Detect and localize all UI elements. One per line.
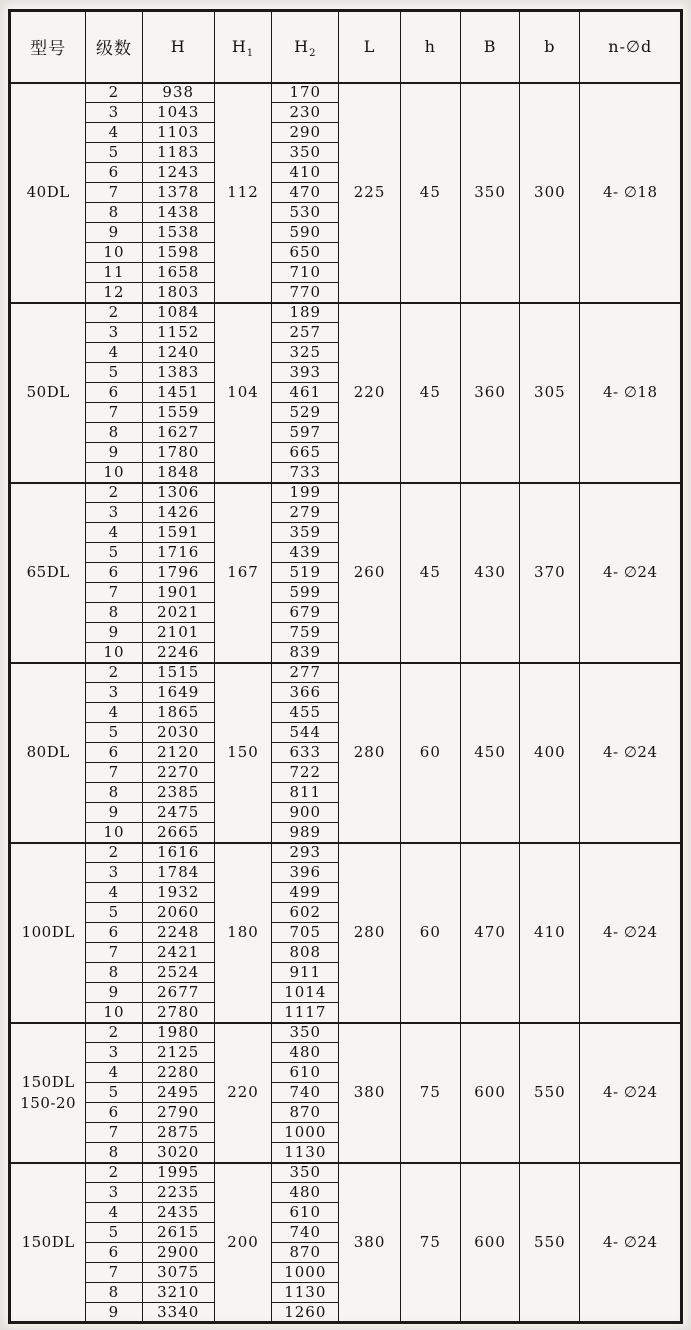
n-phi-d-cell: 4- ∅24: [580, 483, 682, 663]
h-value-cell: 1598: [142, 243, 214, 263]
l-value-cell: 380: [339, 1023, 400, 1163]
h2-value-cell: 911: [272, 963, 339, 983]
stage-cell: 5: [86, 1223, 142, 1243]
n-phi-d-cell: 4- ∅24: [580, 1163, 682, 1323]
stage-cell: 3: [86, 503, 142, 523]
h2-value-cell: 740: [272, 1223, 339, 1243]
h2-value-cell: 1130: [272, 1143, 339, 1163]
b-upper-value-cell: 430: [460, 483, 519, 663]
h-value-cell: 1591: [142, 523, 214, 543]
model-cell: 150DL 150-20: [10, 1023, 86, 1163]
h2-value-cell: 722: [272, 763, 339, 783]
h2-value-cell: 989: [272, 823, 339, 843]
b-upper-value-cell: 600: [460, 1023, 519, 1163]
pump-dimension-table: [8, 9, 683, 1324]
model-cell: 80DL: [10, 663, 86, 843]
stage-cell: 10: [86, 823, 142, 843]
h-value-cell: 2125: [142, 1043, 214, 1063]
n-phi-d-cell: 4- ∅18: [580, 303, 682, 483]
h-value-cell: 1084: [142, 303, 214, 323]
stage-cell: 2: [86, 303, 142, 323]
column-header-nd: n-∅d: [580, 11, 682, 83]
stage-cell: 3: [86, 103, 142, 123]
stage-cell: 9: [86, 223, 142, 243]
h-small-value-cell: 60: [400, 843, 460, 1023]
h-value-cell: 1103: [142, 123, 214, 143]
h-value-cell: 1995: [142, 1163, 214, 1183]
stage-cell: 10: [86, 463, 142, 483]
stage-cell: 4: [86, 1063, 142, 1083]
stage-cell: 10: [86, 1003, 142, 1023]
b-lower-value-cell: 410: [520, 843, 580, 1023]
h-value-cell: 3340: [142, 1303, 214, 1323]
stage-cell: 3: [86, 1043, 142, 1063]
b-lower-value-cell: 300: [520, 83, 580, 303]
h-small-value-cell: 45: [400, 83, 460, 303]
h2-value-cell: 1260: [272, 1303, 339, 1323]
h-value-cell: 3020: [142, 1143, 214, 1163]
h2-value-cell: 679: [272, 603, 339, 623]
stage-cell: 12: [86, 283, 142, 303]
h-value-cell: 2246: [142, 643, 214, 663]
h2-value-cell: 1000: [272, 1123, 339, 1143]
h1-value-cell: 112: [214, 83, 271, 303]
h2-value-cell: 396: [272, 863, 339, 883]
column-header-B: B: [460, 11, 519, 83]
stage-cell: 2: [86, 483, 142, 503]
h2-value-cell: 665: [272, 443, 339, 463]
stage-cell: 6: [86, 743, 142, 763]
stage-cell: 5: [86, 903, 142, 923]
model-cell: 65DL: [10, 483, 86, 663]
table-row: [10, 843, 682, 863]
h1-value-cell: 220: [214, 1023, 271, 1163]
h-value-cell: 2677: [142, 983, 214, 1003]
column-header-h: h: [400, 11, 460, 83]
stage-cell: 8: [86, 603, 142, 623]
h2-value-cell: 610: [272, 1063, 339, 1083]
stage-cell: 2: [86, 1023, 142, 1043]
h2-value-cell: 650: [272, 243, 339, 263]
h-value-cell: 1426: [142, 503, 214, 523]
stage-cell: 6: [86, 163, 142, 183]
h-value-cell: 1784: [142, 863, 214, 883]
stage-cell: 11: [86, 263, 142, 283]
h2-value-cell: 1000: [272, 1263, 339, 1283]
h2-value-cell: 455: [272, 703, 339, 723]
b-upper-value-cell: 360: [460, 303, 519, 483]
h2-value-cell: 770: [272, 283, 339, 303]
h2-value-cell: 1014: [272, 983, 339, 1003]
h2-value-cell: 350: [272, 1023, 339, 1043]
b-upper-value-cell: 470: [460, 843, 519, 1023]
h2-value-cell: 710: [272, 263, 339, 283]
stage-cell: 3: [86, 863, 142, 883]
h2-value-cell: 290: [272, 123, 339, 143]
h-value-cell: 2235: [142, 1183, 214, 1203]
h2-value-cell: 350: [272, 1163, 339, 1183]
h-value-cell: 1803: [142, 283, 214, 303]
h-small-value-cell: 45: [400, 303, 460, 483]
h-value-cell: 2900: [142, 1243, 214, 1263]
h-value-cell: 2120: [142, 743, 214, 763]
stage-cell: 9: [86, 1303, 142, 1323]
table-row: [10, 663, 682, 683]
h1-value-cell: 167: [214, 483, 271, 663]
h1-value-cell: 200: [214, 1163, 271, 1323]
h2-value-cell: 170: [272, 83, 339, 103]
h-value-cell: 1383: [142, 363, 214, 383]
h2-value-cell: 470: [272, 183, 339, 203]
b-upper-value-cell: 600: [460, 1163, 519, 1323]
h1-value-cell: 180: [214, 843, 271, 1023]
stage-cell: 2: [86, 663, 142, 683]
h-value-cell: 2790: [142, 1103, 214, 1123]
n-phi-d-cell: 4- ∅24: [580, 843, 682, 1023]
stage-cell: 7: [86, 763, 142, 783]
stage-cell: 5: [86, 543, 142, 563]
stage-cell: 2: [86, 1163, 142, 1183]
h-value-cell: 2030: [142, 723, 214, 743]
table-row: [10, 83, 682, 103]
model-cell: 150DL: [10, 1163, 86, 1323]
h-value-cell: 2495: [142, 1083, 214, 1103]
l-value-cell: 225: [339, 83, 400, 303]
h-value-cell: 2524: [142, 963, 214, 983]
h2-value-cell: 530: [272, 203, 339, 223]
h-value-cell: 1616: [142, 843, 214, 863]
h2-value-cell: 759: [272, 623, 339, 643]
stage-cell: 7: [86, 1263, 142, 1283]
stage-cell: 4: [86, 523, 142, 543]
h2-value-cell: 597: [272, 423, 339, 443]
h2-value-cell: 544: [272, 723, 339, 743]
h-value-cell: 1716: [142, 543, 214, 563]
column-header-model: 型号: [10, 11, 86, 83]
column-header-H1: $H_1$: [214, 11, 271, 83]
h2-value-cell: 1130: [272, 1283, 339, 1303]
h2-value-cell: 705: [272, 923, 339, 943]
h-value-cell: 2280: [142, 1063, 214, 1083]
h2-value-cell: 870: [272, 1243, 339, 1263]
column-header-b: b: [520, 11, 580, 83]
h-value-cell: 1796: [142, 563, 214, 583]
h-value-cell: 2665: [142, 823, 214, 843]
stage-cell: 9: [86, 983, 142, 1003]
stage-cell: 2: [86, 83, 142, 103]
stage-cell: 9: [86, 443, 142, 463]
column-header-L: L: [339, 11, 400, 83]
stage-cell: 8: [86, 783, 142, 803]
h2-value-cell: 870: [272, 1103, 339, 1123]
h-value-cell: 3210: [142, 1283, 214, 1303]
stage-cell: 3: [86, 1183, 142, 1203]
stage-cell: 10: [86, 643, 142, 663]
h2-value-cell: 1117: [272, 1003, 339, 1023]
h2-value-cell: 199: [272, 483, 339, 503]
l-value-cell: 220: [339, 303, 400, 483]
b-upper-value-cell: 350: [460, 83, 519, 303]
h2-value-cell: 610: [272, 1203, 339, 1223]
h-small-value-cell: 75: [400, 1163, 460, 1323]
l-value-cell: 280: [339, 843, 400, 1023]
h2-value-cell: 359: [272, 523, 339, 543]
h2-value-cell: 529: [272, 403, 339, 423]
h2-value-cell: 189: [272, 303, 339, 323]
table-body: [10, 83, 682, 1323]
h-value-cell: 2875: [142, 1123, 214, 1143]
l-value-cell: 280: [339, 663, 400, 843]
stage-cell: 6: [86, 923, 142, 943]
h2-value-cell: 480: [272, 1043, 339, 1063]
h2-value-cell: 499: [272, 883, 339, 903]
stage-cell: 6: [86, 1103, 142, 1123]
stage-cell: 4: [86, 883, 142, 903]
stage-cell: 10: [86, 243, 142, 263]
stage-cell: 4: [86, 703, 142, 723]
column-header-H2: $H_2$: [272, 11, 339, 83]
stage-cell: 3: [86, 323, 142, 343]
h2-value-cell: 325: [272, 343, 339, 363]
b-lower-value-cell: 400: [520, 663, 580, 843]
h-value-cell: 2780: [142, 1003, 214, 1023]
h-value-cell: 2475: [142, 803, 214, 823]
stage-cell: 7: [86, 583, 142, 603]
h-value-cell: 1980: [142, 1023, 214, 1043]
h-value-cell: 2021: [142, 603, 214, 623]
h2-value-cell: 590: [272, 223, 339, 243]
n-phi-d-cell: 4- ∅24: [580, 663, 682, 843]
h2-value-cell: 839: [272, 643, 339, 663]
stage-cell: 5: [86, 1083, 142, 1103]
stage-cell: 2: [86, 843, 142, 863]
b-upper-value-cell: 450: [460, 663, 519, 843]
h-value-cell: 1780: [142, 443, 214, 463]
h2-value-cell: 279: [272, 503, 339, 523]
h-value-cell: 1538: [142, 223, 214, 243]
h2-value-cell: 257: [272, 323, 339, 343]
stage-cell: 7: [86, 943, 142, 963]
stage-cell: 7: [86, 1123, 142, 1143]
stage-cell: 8: [86, 1283, 142, 1303]
h2-value-cell: 277: [272, 663, 339, 683]
stage-cell: 8: [86, 963, 142, 983]
stage-cell: 6: [86, 383, 142, 403]
h-value-cell: 1438: [142, 203, 214, 223]
h2-value-cell: 740: [272, 1083, 339, 1103]
n-phi-d-cell: 4- ∅18: [580, 83, 682, 303]
h-value-cell: 3075: [142, 1263, 214, 1283]
h-value-cell: 1043: [142, 103, 214, 123]
h-small-value-cell: 45: [400, 483, 460, 663]
h2-value-cell: 602: [272, 903, 339, 923]
h-value-cell: 1658: [142, 263, 214, 283]
h2-value-cell: 393: [272, 363, 339, 383]
h-value-cell: 1152: [142, 323, 214, 343]
h-value-cell: 1515: [142, 663, 214, 683]
h2-value-cell: 366: [272, 683, 339, 703]
h2-value-cell: 461: [272, 383, 339, 403]
stage-cell: 4: [86, 1203, 142, 1223]
h2-value-cell: 519: [272, 563, 339, 583]
h-value-cell: 2060: [142, 903, 214, 923]
h-value-cell: 1649: [142, 683, 214, 703]
h-value-cell: 2385: [142, 783, 214, 803]
h-value-cell: 1848: [142, 463, 214, 483]
h-value-cell: 2101: [142, 623, 214, 643]
h-value-cell: 1901: [142, 583, 214, 603]
h-value-cell: 1243: [142, 163, 214, 183]
table-row: [10, 1023, 682, 1043]
h-value-cell: 2421: [142, 943, 214, 963]
h-value-cell: 1378: [142, 183, 214, 203]
h2-value-cell: 439: [272, 543, 339, 563]
h2-value-cell: 808: [272, 943, 339, 963]
b-lower-value-cell: 550: [520, 1023, 580, 1163]
table-header: [10, 11, 682, 83]
stage-cell: 5: [86, 363, 142, 383]
h-value-cell: 1183: [142, 143, 214, 163]
h2-value-cell: 410: [272, 163, 339, 183]
h-value-cell: 1451: [142, 383, 214, 403]
h-value-cell: 1932: [142, 883, 214, 903]
header-row: [10, 11, 682, 83]
column-header-H: H: [142, 11, 214, 83]
stage-cell: 9: [86, 623, 142, 643]
h-small-value-cell: 75: [400, 1023, 460, 1163]
stage-cell: 7: [86, 183, 142, 203]
h1-value-cell: 150: [214, 663, 271, 843]
h-value-cell: 1627: [142, 423, 214, 443]
table-row: [10, 1163, 682, 1183]
h1-value-cell: 104: [214, 303, 271, 483]
h2-value-cell: 480: [272, 1183, 339, 1203]
h2-value-cell: 811: [272, 783, 339, 803]
model-cell: 100DL: [10, 843, 86, 1023]
h-value-cell: 2435: [142, 1203, 214, 1223]
l-value-cell: 260: [339, 483, 400, 663]
h-value-cell: 938: [142, 83, 214, 103]
table-row: [10, 303, 682, 323]
stage-cell: 8: [86, 1143, 142, 1163]
stage-cell: 8: [86, 423, 142, 443]
h-small-value-cell: 60: [400, 663, 460, 843]
stage-cell: 5: [86, 723, 142, 743]
l-value-cell: 380: [339, 1163, 400, 1323]
stage-cell: 4: [86, 343, 142, 363]
b-lower-value-cell: 550: [520, 1163, 580, 1323]
h2-value-cell: 900: [272, 803, 339, 823]
stage-cell: 6: [86, 563, 142, 583]
h-value-cell: 2615: [142, 1223, 214, 1243]
h-value-cell: 1240: [142, 343, 214, 363]
h-value-cell: 2248: [142, 923, 214, 943]
stage-cell: 5: [86, 143, 142, 163]
h2-value-cell: 599: [272, 583, 339, 603]
n-phi-d-cell: 4- ∅24: [580, 1023, 682, 1163]
b-lower-value-cell: 305: [520, 303, 580, 483]
h2-value-cell: 633: [272, 743, 339, 763]
h-value-cell: 1865: [142, 703, 214, 723]
h2-value-cell: 350: [272, 143, 339, 163]
h2-value-cell: 230: [272, 103, 339, 123]
stage-cell: 7: [86, 403, 142, 423]
h2-value-cell: 293: [272, 843, 339, 863]
stage-cell: 6: [86, 1243, 142, 1263]
h2-value-cell: 733: [272, 463, 339, 483]
h-value-cell: 1306: [142, 483, 214, 503]
stage-cell: 3: [86, 683, 142, 703]
column-header-stages: 级数: [86, 11, 142, 83]
model-cell: 50DL: [10, 303, 86, 483]
stage-cell: 8: [86, 203, 142, 223]
stage-cell: 9: [86, 803, 142, 823]
model-cell: 40DL: [10, 83, 86, 303]
h-value-cell: 1559: [142, 403, 214, 423]
b-lower-value-cell: 370: [520, 483, 580, 663]
table-row: [10, 483, 682, 503]
stage-cell: 4: [86, 123, 142, 143]
h-value-cell: 2270: [142, 763, 214, 783]
